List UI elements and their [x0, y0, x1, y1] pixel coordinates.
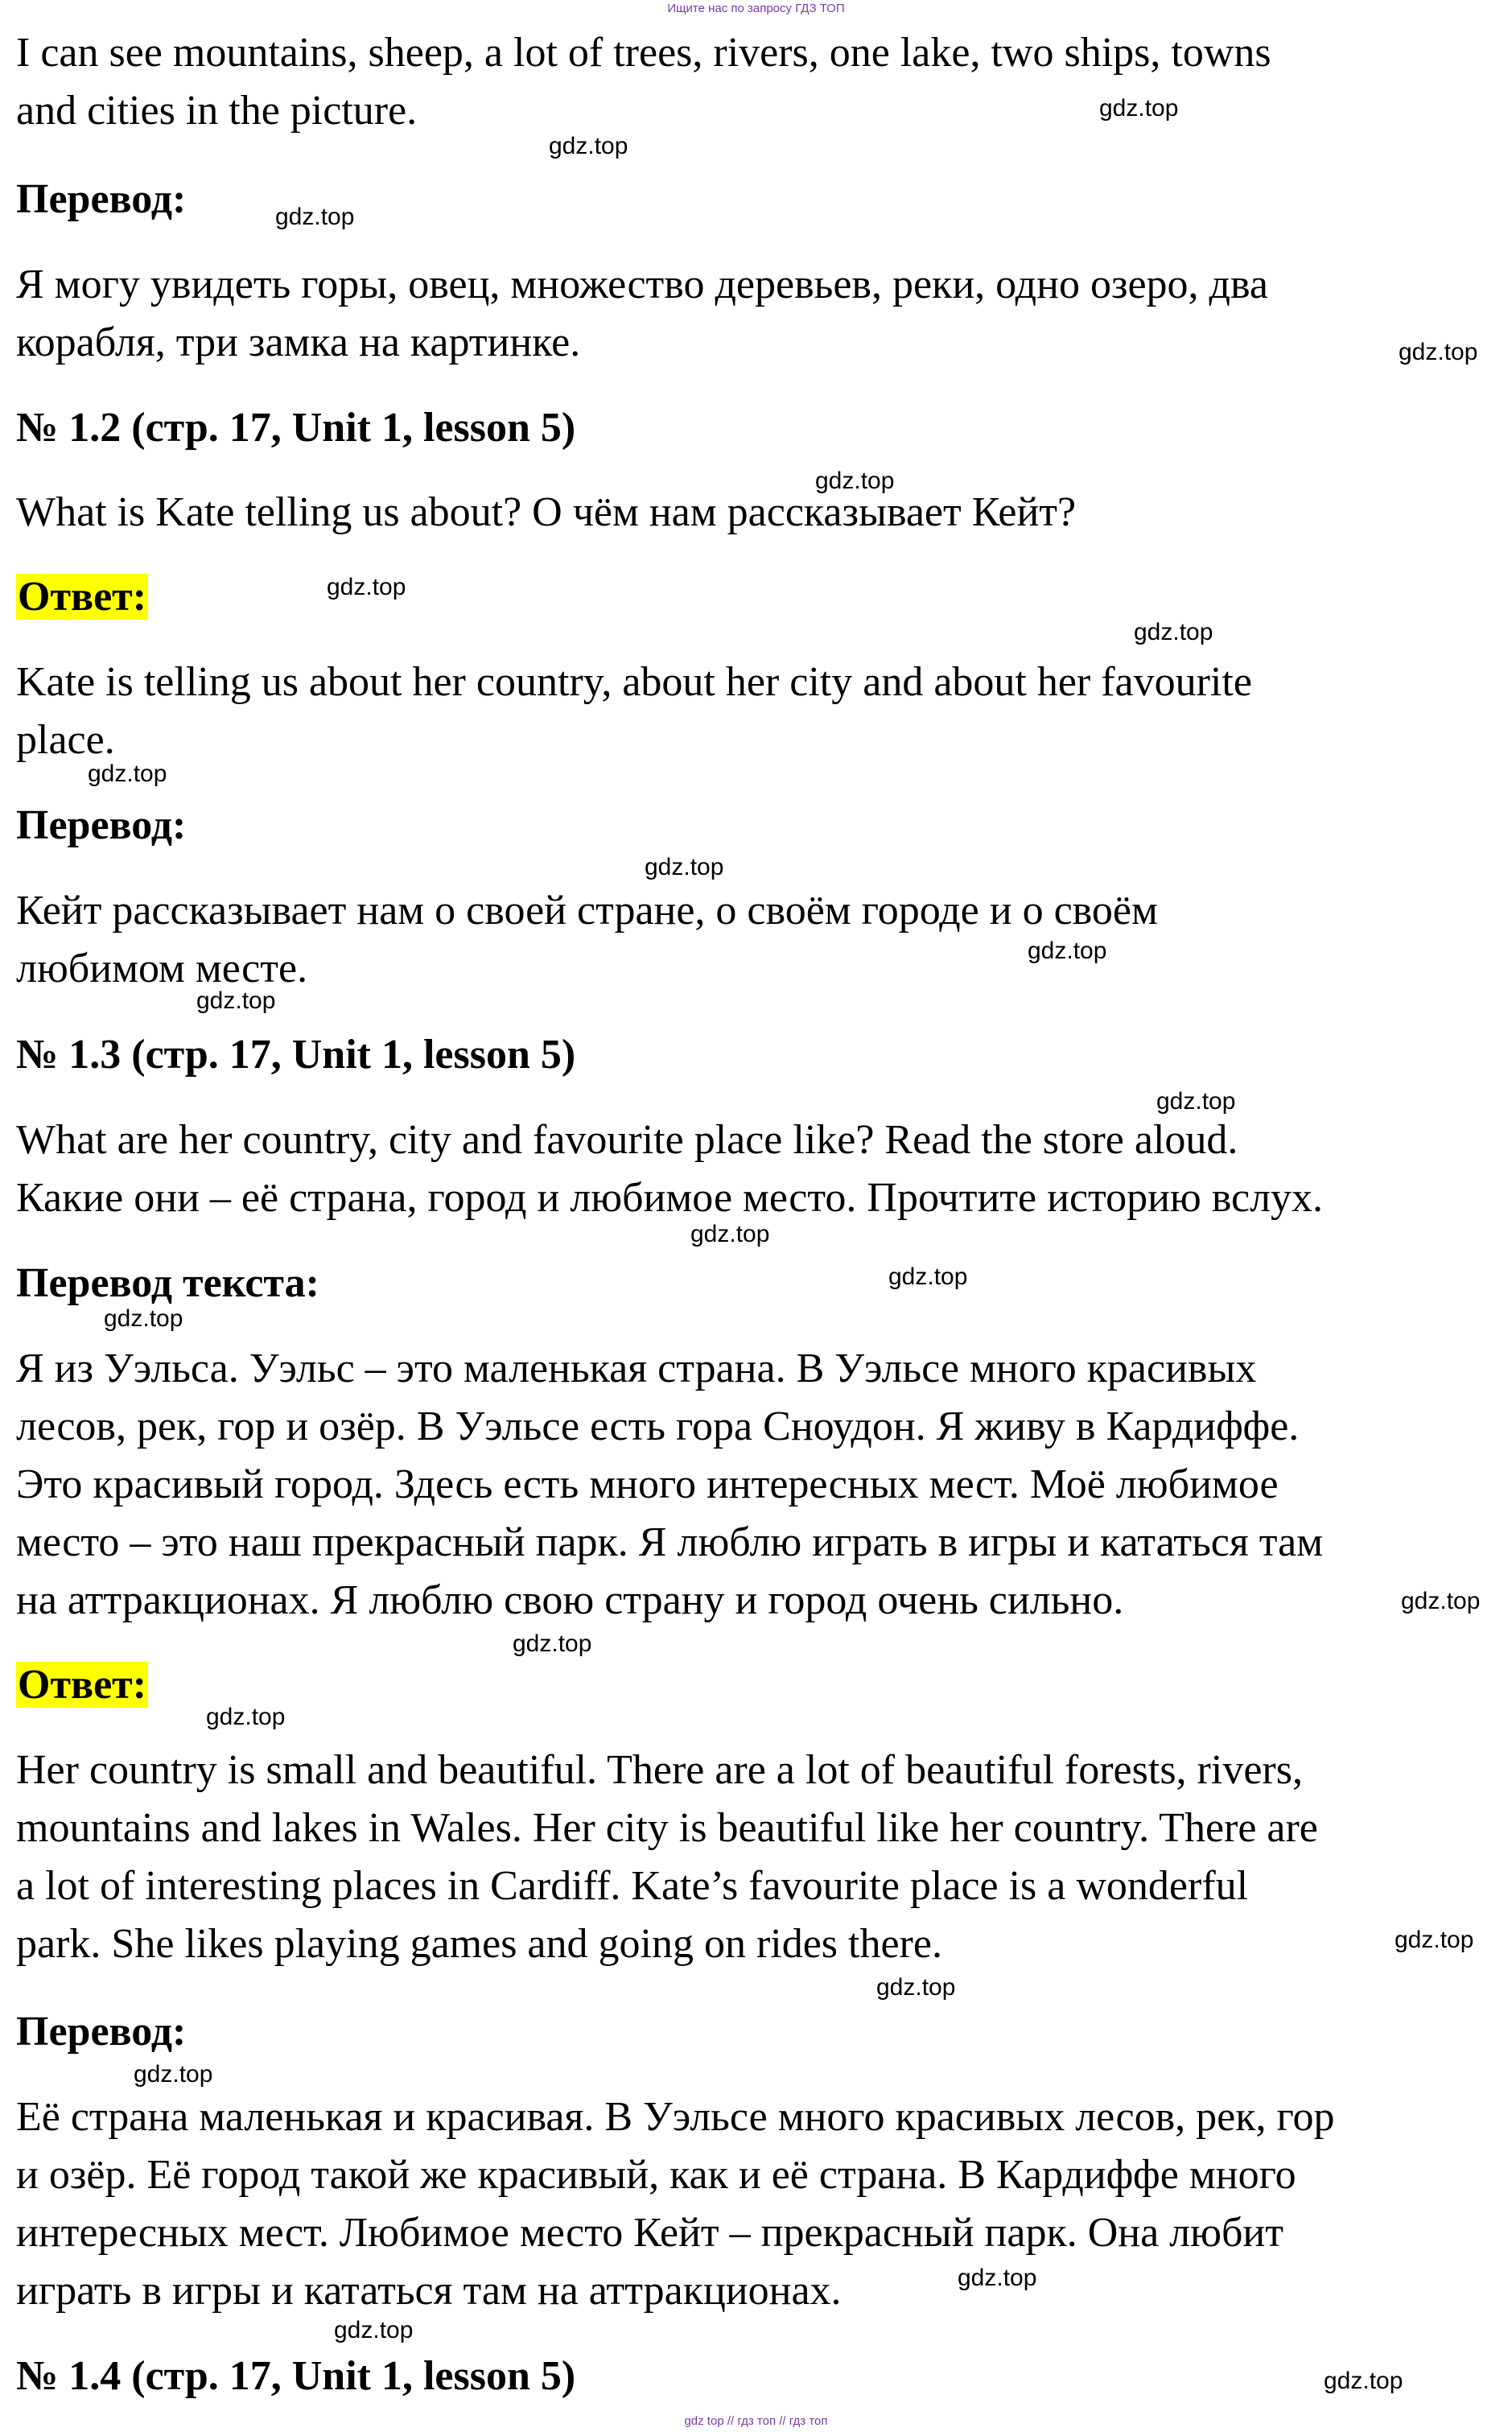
intro-translation-line-2: корабля, три замка на картинке.	[16, 319, 581, 365]
watermark: gdz.top	[513, 1630, 592, 1657]
watermark: gdz.top	[645, 854, 724, 880]
exercise-1-4-heading: № 1.4 (стр. 17, Unit 1, lesson 5)	[16, 2353, 576, 2399]
translation-line: Её страна маленькая и красивая. В Уэльсе много красивых лесов, рек, гор	[16, 2094, 1335, 2140]
watermark: gdz.top	[275, 204, 355, 230]
watermark: gdz.top	[334, 2317, 414, 2343]
exercise-1-3-heading: № 1.3 (стр. 17, Unit 1, lesson 5)	[16, 1032, 576, 1078]
exercise-1-2-answer-line-2: place.	[16, 717, 115, 763]
watermark: gdz.top	[1028, 938, 1107, 964]
watermark: gdz.top	[1399, 339, 1478, 365]
watermark: gdz.top	[327, 574, 406, 600]
watermark: gdz.top	[1395, 1927, 1474, 1953]
exercise-1-3-question-line-1: What are her country, city and favourite place like? Read the store aloud.	[16, 1117, 1238, 1163]
watermark: gdz.top	[1401, 1588, 1481, 1614]
watermark: gdz.top	[1324, 2368, 1403, 2394]
text-translation-line: Я из Уэльса. Уэльс – это маленькая страна. В Уэльсе много красивых	[16, 1346, 1257, 1391]
watermark: gdz.top	[815, 468, 895, 494]
watermark: gdz.top	[88, 760, 167, 787]
exercise-1-3-translation-label: Перевод:	[16, 2009, 187, 2055]
answer-highlight: Ответ:	[18, 1662, 147, 1708]
exercise-1-2-translation-line-1: Кейт рассказывает нам о своей стране, о своём городе и о своём	[16, 888, 1158, 934]
text-translation-line: лесов, рек, гор и озёр. В Уэльсе есть гора Сноудон. Я живу в Кардиффе.	[16, 1403, 1300, 1449]
translation-line: и озёр. Её город такой же красивый, как и её страна. В Кардиффе много	[16, 2152, 1296, 2198]
answer-line: mountains and lakes in Wales. Her city is beautiful like her country. There are	[16, 1805, 1318, 1851]
text-translation-line: Это красивый город. Здесь есть много интересных мест. Моё любимое	[16, 1461, 1279, 1507]
footer-links[interactable]: gdz top // гдз топ // гдз топ	[684, 2414, 828, 2428]
watermark: gdz.top	[104, 1305, 183, 1332]
exercise-1-2-answer-label	[16, 568, 1505, 626]
answer-line: park. She likes playing games and going on rides there.	[16, 1921, 942, 1967]
exercise-1-3-question-line-2: Какие они – её страна, город и любимое место. Прочтите историю вслух.	[16, 1175, 1324, 1221]
intro-line-1: I can see mountains, sheep, a lot of trees, rivers, one lake, two ships, towns	[16, 30, 1271, 76]
exercise-1-2-heading: № 1.2 (стр. 17, Unit 1, lesson 5)	[16, 405, 576, 451]
intro-translation-line-1: Я могу увидеть горы, овец, множество деревьев, реки, одно озеро, два	[16, 262, 1268, 307]
watermark: gdz.top	[134, 2061, 213, 2088]
exercise-1-2-answer-line-1: Kate is telling us about her country, about her city and about her favourite	[16, 659, 1252, 705]
watermark: gdz.top	[549, 133, 628, 159]
watermark: gdz.top	[876, 1974, 956, 2001]
exercise-1-3-text-translation-label: Перевод текста:	[16, 1260, 319, 1306]
translation-line: играть в игры и кататься там на аттракционах.	[16, 2268, 842, 2314]
text-translation-line: место – это наш прекрасный парк. Я люблю играть в игры и кататься там	[16, 1519, 1324, 1565]
watermark: gdz.top	[958, 2265, 1037, 2291]
watermark: gdz.top	[888, 1263, 968, 1290]
watermark: gdz.top	[1156, 1088, 1236, 1115]
watermark: gdz.top	[206, 1704, 286, 1730]
watermark: gdz.top	[1134, 619, 1213, 645]
watermark: gdz.top	[1099, 95, 1179, 122]
exercise-1-2-question: What is Kate telling us about? О чём нам рассказывает Кейт?	[16, 489, 1077, 535]
watermark: gdz.top	[690, 1221, 770, 1247]
answer-highlight: Ответ:	[18, 574, 147, 620]
exercise-1-2-translation-label: Перевод:	[16, 802, 187, 848]
watermark: gdz.top	[196, 987, 276, 1014]
translation-line: интересных мест. Любимое место Кейт – прекрасный парк. Она любит	[16, 2210, 1283, 2256]
top-banner[interactable]: Ищите нас по запросу ГДЗ ТОП	[667, 2, 845, 15]
exercise-1-2-translation-line-2: любимом месте.	[16, 946, 308, 991]
intro-translation-label: Перевод:	[16, 176, 187, 222]
intro-line-2: and cities in the picture.	[16, 88, 418, 134]
answer-line: a lot of interesting places in Cardiff. Kate’s favourite place is a wonderful	[16, 1863, 1249, 1909]
answer-line: Her country is small and beautiful. There are a lot of beautiful forests, rivers,	[16, 1747, 1303, 1793]
text-translation-line: на аттракционах. Я люблю свою страну и город очень сильно.	[16, 1577, 1124, 1623]
